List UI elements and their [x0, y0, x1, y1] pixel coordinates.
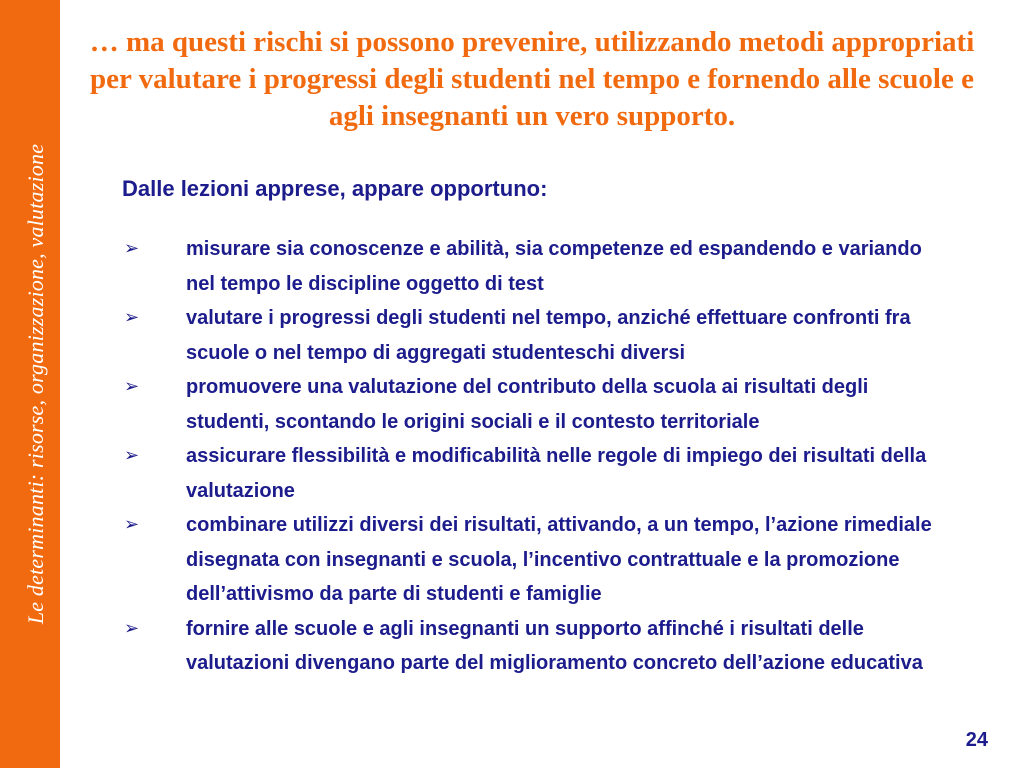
- bullet-text: promuovere una valutazione del contributo della scuola ai risultati degli studenti, scontando le origini sociali e il contesto territoriale: [186, 376, 869, 433]
- sidebar-section-label: Le determinanti: risorse, organizzazione, valutazione: [23, 143, 48, 625]
- intro-text: Dalle lezioni apprese, appare opportuno:: [122, 176, 548, 201]
- arrowhead-bullet-icon: ➢: [124, 238, 140, 259]
- slide-title: … ma questi rischi si possono prevenire, utilizzando metodi appropriati per valutare i progressi degli studenti nel tempo e fornendo alle scuole e agli insegnanti un vero supporto.: [89, 26, 975, 132]
- list-item: [124, 232, 944, 301]
- bullet-text: misurare sia conoscenze e abilità, sia competenze ed espandendo e variando nel tempo le discipline oggetto di test: [186, 238, 922, 295]
- arrowhead-bullet-icon: ➢: [124, 514, 140, 535]
- bullet-text: assicurare flessibilità e modificabilità nelle regole di impiego dei risultati della valutazione: [186, 445, 927, 502]
- bullet-text: valutare i progressi degli studenti nel tempo, anziché effettuare confronti fra scuole o nel tempo di aggregati studenteschi diversi: [186, 307, 911, 364]
- list-item: [124, 508, 944, 612]
- list-item: [124, 439, 944, 508]
- bullet-text: combinare utilizzi diversi dei risultati, attivando, a un tempo, l’azione rimediale disegnata con insegnanti e scuola, l’incentivo contrattuale e la promozione dell’attivismo da parte di studenti e famiglie: [186, 514, 932, 605]
- list-item: [124, 370, 944, 439]
- arrowhead-bullet-icon: ➢: [124, 307, 140, 328]
- bullet-text: fornire alle scuole e agli insegnanti un supporto affinché i risultati delle valutazioni divengano parte del miglioramento concreto dell’azione educativa: [186, 617, 923, 674]
- bullet-list: [124, 232, 944, 681]
- sidebar-band: [0, 0, 60, 768]
- list-item: [124, 301, 944, 370]
- page-number: 24: [965, 729, 988, 751]
- list-item: [124, 612, 944, 681]
- arrowhead-bullet-icon: ➢: [124, 445, 140, 466]
- arrowhead-bullet-icon: ➢: [124, 376, 140, 397]
- arrowhead-bullet-icon: ➢: [124, 617, 140, 639]
